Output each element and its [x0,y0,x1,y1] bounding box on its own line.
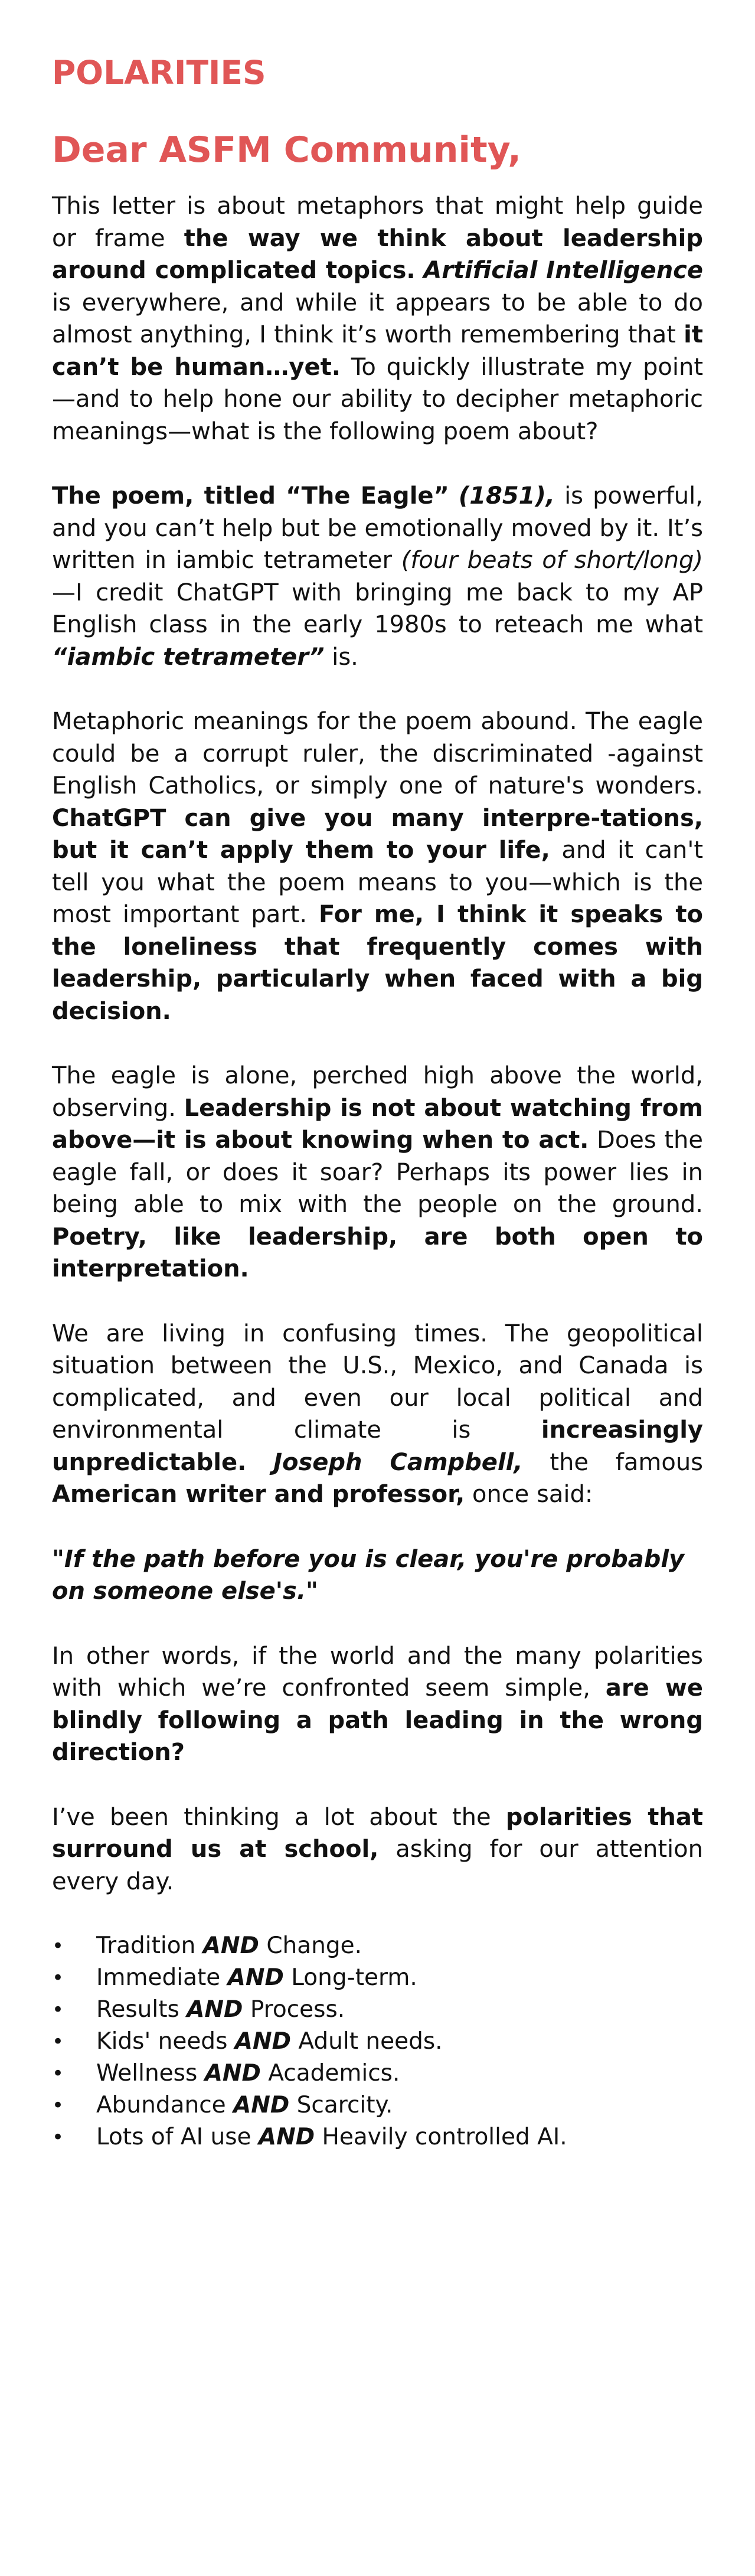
list-item: • Kids' needs AND Adult needs. [52,2026,703,2058]
text: I’ve been thinking a lot about the [52,1803,506,1831]
bullet-icon: • [52,2030,64,2053]
text: asking for our attention every day. [52,1836,703,1895]
campbell-quote: "If the path before you is clear, you're probably on someone else's." [52,1545,685,1605]
bullet-icon: • [52,1934,64,1958]
text: We are living in confusing times. The geopolitical situation between the U.S., Mexico, and Canada is complicated, and even our local political and environmental climate is [52,1320,703,1444]
text [416,257,424,284]
bold-italic-text: Artificial Intelligence [423,257,704,284]
bold-text: Leadership is not about watching from above—it is about knowing when to act. [52,1094,703,1154]
bold-text: it can’t be human…yet. [52,321,703,381]
text: is powerful, and you can’t help but be emotionally moved by it. It’s written in iambic tetrameter [52,482,703,574]
bullet-icon: • [52,1998,64,2022]
bullet-icon: • [52,1966,64,1990]
bold-text: polarities that surround us at school, [52,1803,703,1863]
bullet-icon: • [52,2094,64,2117]
bold-text: increasingly unpredictable. [52,1416,703,1476]
text: is everywhere, and while it appears to be able to do almost anything, I think it’s worth remembering that [52,289,703,348]
text [449,482,459,510]
bold-italic-text: Joseph Campbell, [273,1448,523,1476]
bullet-icon: • [52,2126,64,2149]
paragraph-eagle [52,1060,703,1285]
bold-italic-text: “iambic tetrameter” [52,643,325,671]
text: In other words, if the world and the many polarities with which we’re confronted seem simple, [52,1642,703,1702]
paragraph-meanings [52,706,703,1027]
bold-text: American writer and professor, [52,1481,465,1508]
list-item: • Immediate AND Long-term. [52,1962,703,1994]
bold-text: For me, I think it speaks to the loneliness that frequently comes with leadership, particularly when faced with a big decision. [52,901,703,1025]
text: Does the eagle fall, or does it soar? Perhaps its power lies in being able to mix with the people on the ground. [52,1127,704,1218]
bold-text: The poem, titled “The Eagle” [52,482,449,510]
bold-text: Poetry, like leadership, are both open to interpretation. [52,1223,703,1282]
text: is. [324,643,358,671]
text: This letter is about metaphors that might help guide or frame [52,192,703,252]
paragraph-polarities [52,1801,703,1898]
text: Metaphoric meanings for the poem abound. The eagle could be a corrupt ruler, the discriminated -against English Catholics, or simply one of nature's wonders. [52,708,703,799]
bold-italic-text: (1851), [458,482,555,510]
text: To quickly illustrate my point—and to help hone our ability to decipher metaphoric meanings—what is the following poem about? [52,353,704,445]
text: —I credit ChatGPT with bringing me back to my AP English class in the early 1980s to reteach me what [52,579,703,638]
text [246,1449,273,1476]
list-item: • Wellness AND Academics. [52,2058,703,2089]
page-title: POLARITIES [52,54,266,92]
italic-text: (four beats of short/long) [401,547,703,574]
text: and it can't tell you what the poem means to you—which is the most important part. [52,837,704,928]
list-item: • Lots of AI use AND Heavily controlled AI. [52,2121,703,2153]
bold-text: ChatGPT can give you many interpre-tations, but it can’t apply them to your life, [52,804,703,864]
list-item: • Tradition AND Change. [52,1930,703,1962]
text: once said: [465,1481,593,1508]
polarities-list [52,1930,703,2153]
text: the famous [522,1448,704,1476]
list-item: • Abundance AND Scarcity. [52,2089,703,2121]
paragraph-poem [52,480,703,673]
bold-text: the way we think about leadership around complicated topics. [52,224,704,284]
paragraph-times [52,1318,703,1511]
bold-text: are we blindly following a path leading in the wrong direction? [52,1674,703,1766]
greeting: Dear ASFM Community, [52,129,521,171]
paragraph-other-words [52,1640,703,1769]
bullet-icon: • [52,2062,64,2085]
list-item: • Results AND Process. [52,1994,703,2026]
paragraph-intro [52,190,703,448]
text: The eagle is alone, perched high above the world, observing. [52,1062,703,1122]
